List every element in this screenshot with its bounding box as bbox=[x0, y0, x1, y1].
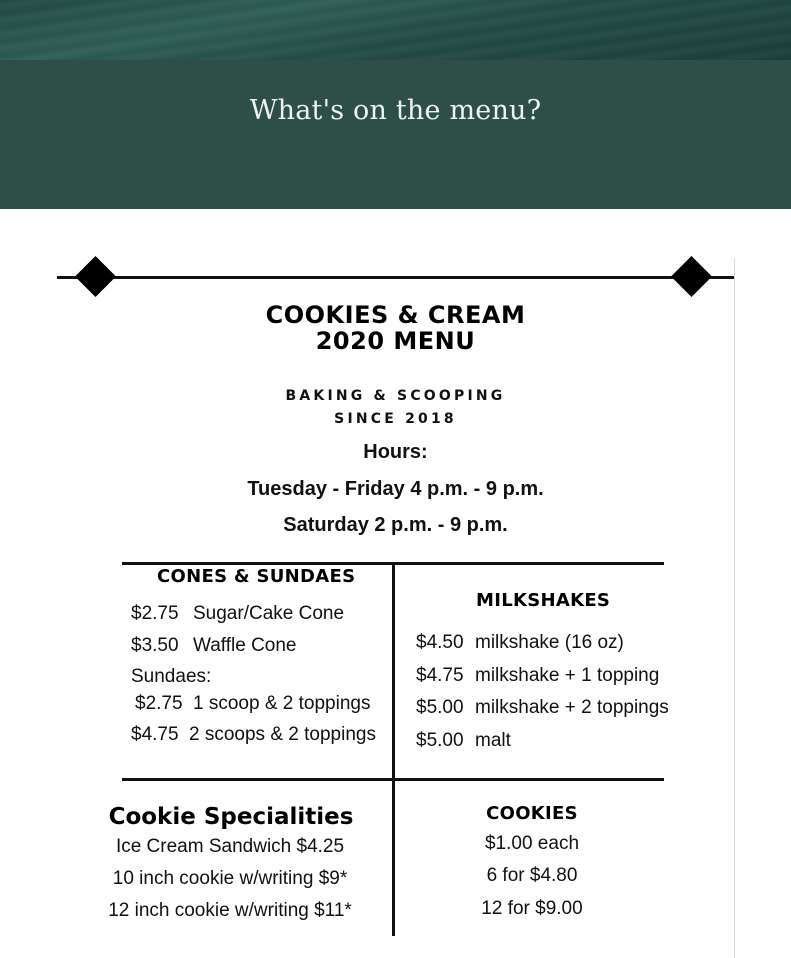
page-title: What's on the menu? bbox=[249, 95, 542, 126]
menu-item bbox=[131, 635, 297, 657]
item-name: milkshake (16 oz) bbox=[475, 632, 624, 653]
menu-tagline-line2: SINCE 2018 bbox=[334, 411, 457, 427]
list-item: $1.00 each bbox=[484, 833, 580, 854]
item-name: 2 scoops & 2 toppings bbox=[189, 724, 376, 745]
item-price: $5.00 bbox=[416, 730, 464, 751]
item-name: Sugar/Cake Cone bbox=[193, 603, 345, 624]
menu-item bbox=[416, 632, 624, 654]
list-item: 12 inch cookie w/writing $11* bbox=[108, 900, 352, 921]
hero-band bbox=[0, 60, 791, 209]
menu-title-line1: COOKIES & CREAM bbox=[265, 301, 526, 329]
item-name: milkshake + 1 topping bbox=[475, 665, 660, 686]
list-item: 6 for $4.80 bbox=[486, 865, 578, 886]
list-item: 12 for $9.00 bbox=[481, 898, 583, 919]
item-price: $4.50 bbox=[416, 632, 464, 653]
item-price: $5.00 bbox=[416, 697, 464, 718]
menu-item bbox=[131, 724, 376, 746]
item-price: $2.75 bbox=[135, 693, 183, 714]
item-price: $4.75 bbox=[416, 665, 464, 686]
specialities-heading: Cookie Specialities bbox=[108, 804, 354, 830]
menu-item bbox=[135, 693, 370, 715]
hero-background bbox=[0, 0, 791, 60]
item-name: Waffle Cone bbox=[193, 635, 297, 656]
menu-item bbox=[416, 665, 659, 687]
item-name: 1 scoop & 2 toppings bbox=[193, 693, 371, 714]
menu-item bbox=[416, 730, 511, 752]
cookies-heading: COOKIES bbox=[486, 803, 578, 824]
item-name: malt bbox=[475, 730, 511, 751]
hours-label: Hours: bbox=[363, 441, 428, 463]
item-name: milkshake + 2 toppings bbox=[475, 697, 669, 718]
hours-saturday: Saturday 2 p.m. - 9 p.m. bbox=[283, 514, 508, 536]
item-price: $2.75 bbox=[131, 603, 179, 624]
menu-title-line2: 2020 MENU bbox=[315, 327, 476, 355]
menu-tagline-line1: BAKING & SCOOPING bbox=[285, 388, 506, 404]
menu-item bbox=[131, 603, 344, 625]
sundaes-label: Sundaes: bbox=[131, 666, 212, 687]
milkshakes-heading: MILKSHAKES bbox=[476, 590, 611, 611]
menu-top-rule bbox=[57, 276, 734, 279]
list-item: 10 inch cookie w/writing $9* bbox=[112, 868, 348, 889]
cones-heading: CONES & SUNDAES bbox=[157, 566, 356, 587]
list-item: Ice Cream Sandwich $4.25 bbox=[115, 836, 345, 857]
item-price: $4.75 bbox=[131, 724, 179, 745]
menu-item bbox=[416, 697, 669, 719]
item-price: $3.50 bbox=[131, 635, 179, 656]
hours-weekday: Tuesday - Friday 4 p.m. - 9 p.m. bbox=[247, 478, 544, 500]
